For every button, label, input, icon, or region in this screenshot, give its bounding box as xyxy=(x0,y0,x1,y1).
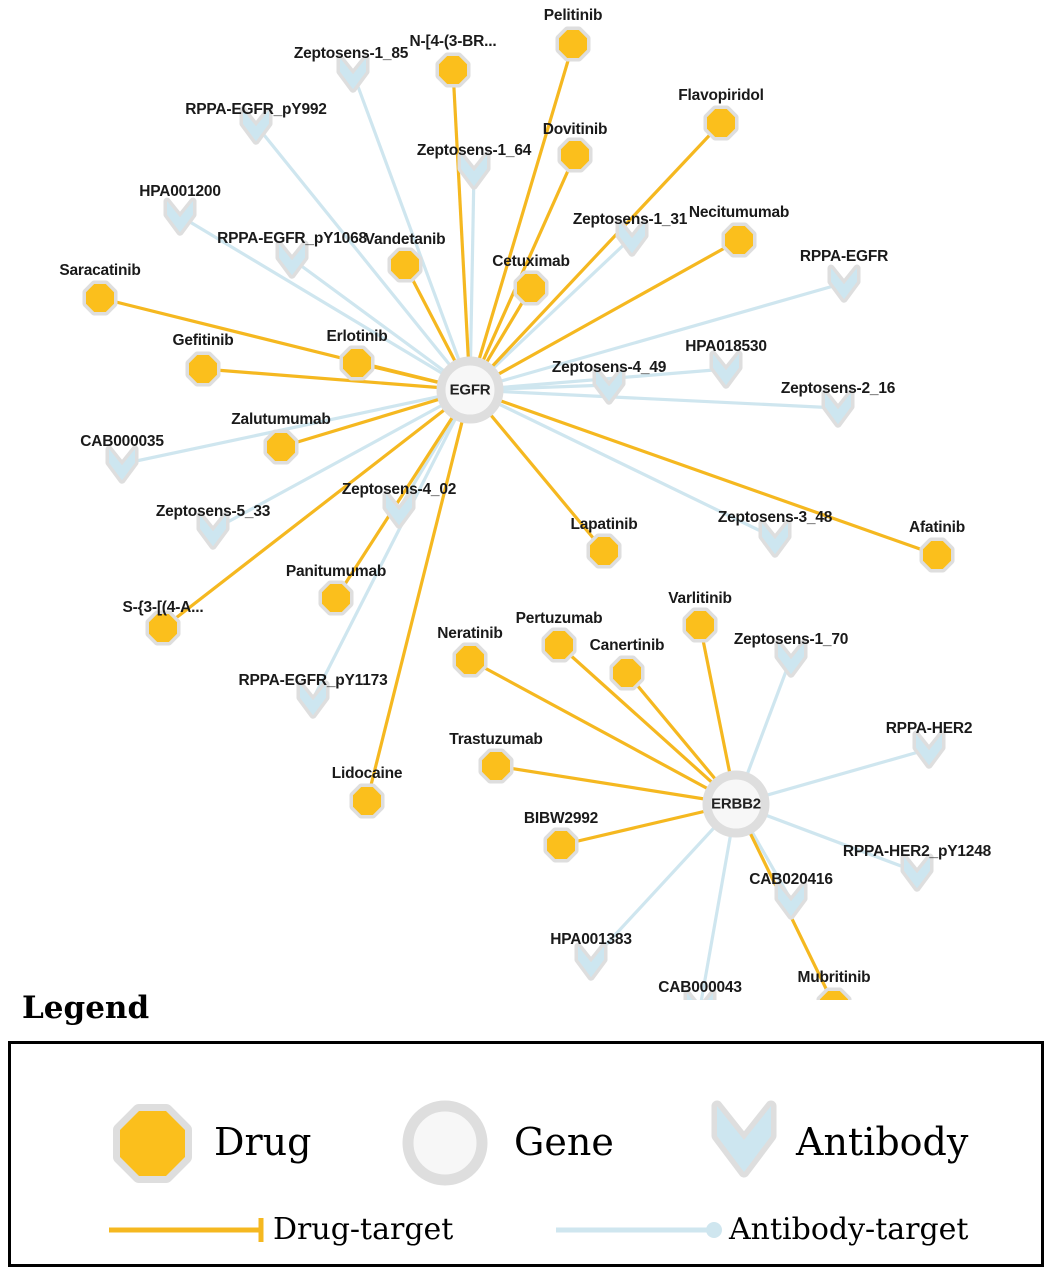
antibody-label: RPPA-HER2 xyxy=(885,720,973,737)
legend-gene-icon xyxy=(408,1106,482,1180)
drug-node[interactable] xyxy=(149,614,177,642)
drug-label: Vandetanib xyxy=(364,231,446,248)
edge-drug-target xyxy=(453,70,470,390)
legend-label-drug-target: Drug-target xyxy=(273,1212,454,1247)
legend-label-antibody: Antibody xyxy=(796,1120,969,1164)
antibody-label: RPPA-EGFR xyxy=(799,248,889,265)
antibody-label: Zeptosens-4_02 xyxy=(341,481,457,498)
gene-label-erbb2: ERBB2 xyxy=(711,795,761,813)
antibody-label: Zeptosens-1_85 xyxy=(293,45,409,62)
antibody-label: RPPA-HER2_pY1248 xyxy=(842,843,992,860)
antibody-label: HPA018530 xyxy=(685,338,767,355)
antibody-label: CAB000035 xyxy=(80,433,164,450)
drug-node[interactable] xyxy=(482,752,510,780)
drug-node[interactable] xyxy=(559,30,587,58)
legend-antibody-icon xyxy=(717,1106,771,1172)
legend-label-drug: Drug xyxy=(214,1120,312,1164)
antibody-label: Zeptosens-2_16 xyxy=(780,380,896,397)
drug-node[interactable] xyxy=(439,56,467,84)
drug-node[interactable] xyxy=(189,355,217,383)
drug-node[interactable] xyxy=(391,251,419,279)
antibody-label: Zeptosens-4_49 xyxy=(551,359,667,376)
drug-label: Flavopiridol xyxy=(678,87,764,104)
drug-label: S-{3-[(4-A... xyxy=(122,599,204,616)
drug-label: Panitumumab xyxy=(285,563,387,580)
drug-label: Saracatinib xyxy=(59,262,141,279)
antibody-label: RPPA-EGFR_pY1173 xyxy=(238,672,388,689)
drug-node[interactable] xyxy=(86,284,114,312)
legend-title: Legend xyxy=(22,990,150,1026)
legend-drug-target-line xyxy=(109,1218,261,1242)
drug-node[interactable] xyxy=(686,611,714,639)
drug-label: N-[4-(3-BR... xyxy=(409,33,497,50)
drug-node[interactable] xyxy=(517,274,545,302)
legend-drug-icon xyxy=(120,1111,185,1176)
drug-label: Gefitinib xyxy=(172,332,234,349)
drug-node[interactable] xyxy=(707,109,735,137)
legend-antibody-target-line xyxy=(556,1222,722,1238)
drug-label: Cetuximab xyxy=(492,253,570,270)
drug-label: Necitumumab xyxy=(688,204,790,221)
drug-node[interactable] xyxy=(267,433,295,461)
drug-label: Afatinib xyxy=(908,519,966,536)
antibody-label: Zeptosens-1_31 xyxy=(572,211,688,228)
drug-label: Canertinib xyxy=(589,637,665,654)
drug-node[interactable] xyxy=(923,541,951,569)
legend-label-antibody-target: Antibody-target xyxy=(729,1212,969,1247)
antibody-label: Zeptosens-1_70 xyxy=(733,631,849,648)
legend-box xyxy=(8,1041,1044,1267)
drug-label: Varlitinib xyxy=(668,590,732,607)
drug-label: Lidocaine xyxy=(331,765,403,782)
drug-node[interactable] xyxy=(353,787,381,815)
drug-node[interactable] xyxy=(547,831,575,859)
drug-label: Pertuzumab xyxy=(515,610,603,627)
drug-label: Pelitinib xyxy=(543,7,603,24)
drug-node[interactable] xyxy=(545,631,573,659)
drug-label: BIBW2992 xyxy=(523,810,599,827)
drug-label: Mubritinib xyxy=(797,969,871,986)
drug-node[interactable] xyxy=(590,537,618,565)
drug-label: Zalutumumab xyxy=(231,411,331,428)
edge-antibody-target xyxy=(313,390,470,699)
drug-node[interactable] xyxy=(322,584,350,612)
antibody-label: Zeptosens-3_48 xyxy=(717,509,833,526)
antibody-label: CAB020416 xyxy=(749,871,833,888)
drug-label: Lapatinib xyxy=(570,516,638,533)
drug-label: Dovitinib xyxy=(542,121,608,138)
edge-drug-target xyxy=(470,44,573,390)
drug-label: Neratinib xyxy=(437,625,503,642)
drug-node[interactable] xyxy=(456,646,484,674)
legend-label-gene: Gene xyxy=(514,1120,614,1164)
gene-label-egfr: EGFR xyxy=(449,381,491,399)
drug-node[interactable] xyxy=(613,659,641,687)
antibody-label: CAB000043 xyxy=(658,979,742,996)
drug-node[interactable] xyxy=(725,226,753,254)
antibody-label: RPPA-EGFR_pY992 xyxy=(185,101,327,118)
antibody-label: Zeptosens-1_64 xyxy=(416,142,532,159)
drug-label: Trastuzumab xyxy=(449,731,543,748)
drug-label: Erlotinib xyxy=(326,328,388,345)
antibody-label: Zeptosens-5_33 xyxy=(155,503,271,520)
antibody-label: RPPA-EGFR_pY1068 xyxy=(217,230,367,247)
drug-node[interactable] xyxy=(343,349,371,377)
drug-node[interactable] xyxy=(561,141,589,169)
antibody-label: HPA001200 xyxy=(139,183,221,200)
antibody-label: HPA001383 xyxy=(550,931,632,948)
